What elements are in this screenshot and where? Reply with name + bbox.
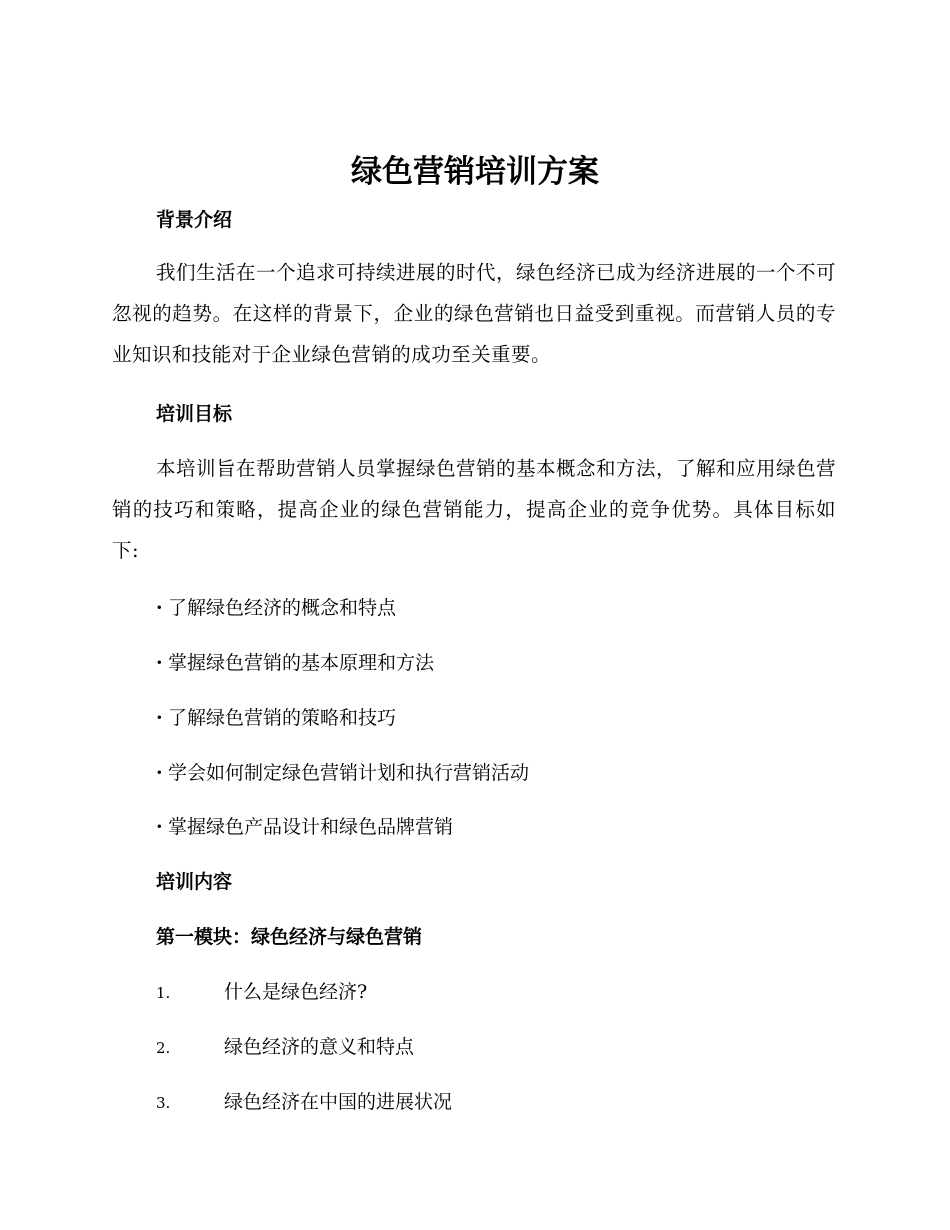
numbered-list-item (156, 1088, 452, 1117)
goal-item-text: 了解绿色营销的策略和技巧 (168, 707, 397, 729)
goal-list-item (156, 813, 453, 841)
background-paragraph: 我们生活在一个追求可持续进展的时代，绿色经济已成为经济进展的一个不可忽视的趋势。在这样的背景下，企业的绿色营销也日益受到重视。而营销人员的专业知识和技能对于企业绿色营销的成功至关重要。 (112, 261, 836, 366)
numbered-list-item (156, 1033, 414, 1062)
list-number: 2. (156, 1039, 171, 1057)
list-item-text: 绿色经济在中国的进展状况 (224, 1091, 453, 1113)
bullet-marker: · (156, 762, 163, 784)
list-item-text: 什么是绿色经济? (224, 981, 368, 1003)
section-heading-content: 培训内容 (156, 871, 233, 893)
goal-list-item (156, 704, 396, 732)
goals-paragraph: 本培训旨在帮助营销人员掌握绿色营销的基本概念和方法，了解和应用绿色营销的技巧和策略，提高企业的绿色营销能力，提高企业的竞争优势。具体目标如下: (112, 457, 836, 562)
goal-item-text: 学会如何制定绿色营销计划和执行营销活动 (168, 762, 530, 784)
numbered-list-item (156, 978, 367, 1007)
bullet-marker: · (156, 597, 163, 619)
document-title: 绿色营销培训方案 (351, 154, 599, 190)
list-number: 3. (156, 1094, 171, 1112)
goal-item-text: 了解绿色经济的概念和特点 (168, 597, 397, 619)
module-heading: 第一模块：绿色经济与绿色营销 (156, 926, 423, 948)
goal-item-text: 掌握绿色营销的基本原理和方法 (168, 652, 435, 674)
goal-item-text: 掌握绿色产品设计和绿色品牌营销 (168, 816, 454, 838)
list-item-text: 绿色经济的意义和特点 (224, 1036, 415, 1058)
section-heading-background: 背景介绍 (156, 209, 233, 231)
goal-list-item (156, 759, 529, 787)
bullet-marker: · (156, 707, 163, 729)
bullet-marker: · (156, 816, 163, 838)
goal-list-item (156, 649, 434, 677)
list-number: 1. (156, 984, 171, 1002)
goal-list-item (156, 594, 396, 622)
section-heading-goals: 培训目标 (156, 403, 233, 425)
bullet-marker: · (156, 652, 163, 674)
